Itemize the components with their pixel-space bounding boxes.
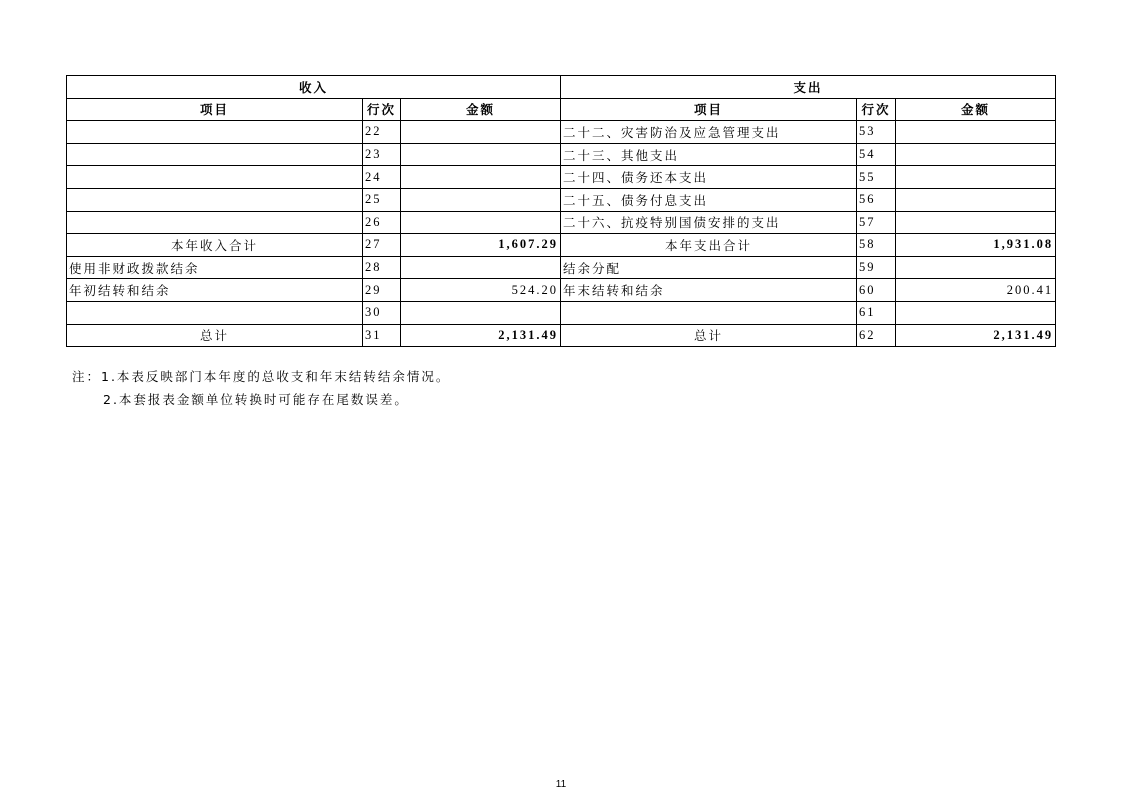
expense-amount (896, 188, 1056, 211)
income-item (67, 211, 363, 234)
table-row (67, 188, 1056, 211)
expense-amount (896, 166, 1056, 189)
expense-item: 二十二、灾害防治及应急管理支出 (561, 121, 857, 144)
expense-item (561, 301, 857, 324)
income-item (67, 121, 363, 144)
expense-item: 年末结转和结余 (561, 279, 857, 302)
expense-item: 二十四、债务还本支出 (561, 166, 857, 189)
table-row (67, 143, 1056, 166)
expense-row-no: 62 (857, 324, 896, 347)
expense-row-no-header: 行次 (857, 98, 896, 121)
expense-amount: 200.41 (896, 279, 1056, 302)
table-row (67, 211, 1056, 234)
expense-amount (896, 121, 1056, 144)
income-row-no: 24 (363, 166, 401, 189)
income-row-no: 30 (363, 301, 401, 324)
expense-row-no: 59 (857, 256, 896, 279)
income-item (67, 301, 363, 324)
expense-row-no: 55 (857, 166, 896, 189)
expense-row-no: 61 (857, 301, 896, 324)
expense-item: 二十三、其他支出 (561, 143, 857, 166)
income-row-no: 22 (363, 121, 401, 144)
expense-amount (896, 143, 1056, 166)
income-section-header: 收入 (67, 76, 561, 99)
expense-item-header: 项目 (561, 98, 857, 121)
expense-amount: 1,931.08 (896, 234, 1056, 257)
income-amount (401, 166, 561, 189)
expense-amount (896, 211, 1056, 234)
table-note-1: 注：1.本表反映部门本年度的总收支和年末结转结余情况。 (72, 369, 451, 384)
expense-row-no: 60 (857, 279, 896, 302)
expense-amount: 2,131.49 (896, 324, 1056, 347)
table-row-total (67, 324, 1056, 347)
expense-amount-header: 金额 (896, 98, 1056, 121)
income-item: 总计 (67, 324, 363, 347)
expense-amount (896, 256, 1056, 279)
income-amount: 1,607.29 (401, 234, 561, 257)
income-amount (401, 256, 561, 279)
income-item (67, 166, 363, 189)
expense-row-no: 53 (857, 121, 896, 144)
table-row (67, 256, 1056, 279)
expense-amount (896, 301, 1056, 324)
income-amount (401, 121, 561, 144)
income-item: 本年收入合计 (67, 234, 363, 257)
expense-item: 二十六、抗疫特别国债安排的支出 (561, 211, 857, 234)
section-header-row (67, 76, 1056, 99)
income-item-header: 项目 (67, 98, 363, 121)
income-item: 年初结转和结余 (67, 279, 363, 302)
income-row-no: 29 (363, 279, 401, 302)
expense-item: 二十五、债务付息支出 (561, 188, 857, 211)
income-amount-header: 金额 (401, 98, 561, 121)
income-amount: 524.20 (401, 279, 561, 302)
income-expense-table (66, 75, 1056, 347)
table-row (67, 279, 1056, 302)
income-row-no: 27 (363, 234, 401, 257)
income-item (67, 143, 363, 166)
income-item (67, 188, 363, 211)
income-amount (401, 211, 561, 234)
table-row (67, 121, 1056, 144)
expense-row-no: 54 (857, 143, 896, 166)
income-amount (401, 188, 561, 211)
table-row (67, 166, 1056, 189)
expense-item: 本年支出合计 (561, 234, 857, 257)
income-row-no-header: 行次 (363, 98, 401, 121)
income-amount (401, 301, 561, 324)
expense-row-no: 58 (857, 234, 896, 257)
table-row-subtotal (67, 234, 1056, 257)
expense-item: 总计 (561, 324, 857, 347)
column-header-row (67, 98, 1056, 121)
table-note-2: 2.本套报表金额单位转换时可能存在尾数误差。 (103, 392, 409, 407)
income-row-no: 23 (363, 143, 401, 166)
expense-row-no: 57 (857, 211, 896, 234)
income-amount (401, 143, 561, 166)
table-row (67, 301, 1056, 324)
income-item: 使用非财政拨款结余 (67, 256, 363, 279)
income-row-no: 26 (363, 211, 401, 234)
income-row-no: 28 (363, 256, 401, 279)
income-amount: 2,131.49 (401, 324, 561, 347)
page-number: 11 (555, 779, 567, 790)
income-row-no: 25 (363, 188, 401, 211)
expense-row-no: 56 (857, 188, 896, 211)
expense-item: 结余分配 (561, 256, 857, 279)
income-row-no: 31 (363, 324, 401, 347)
expense-section-header: 支出 (561, 76, 1056, 99)
